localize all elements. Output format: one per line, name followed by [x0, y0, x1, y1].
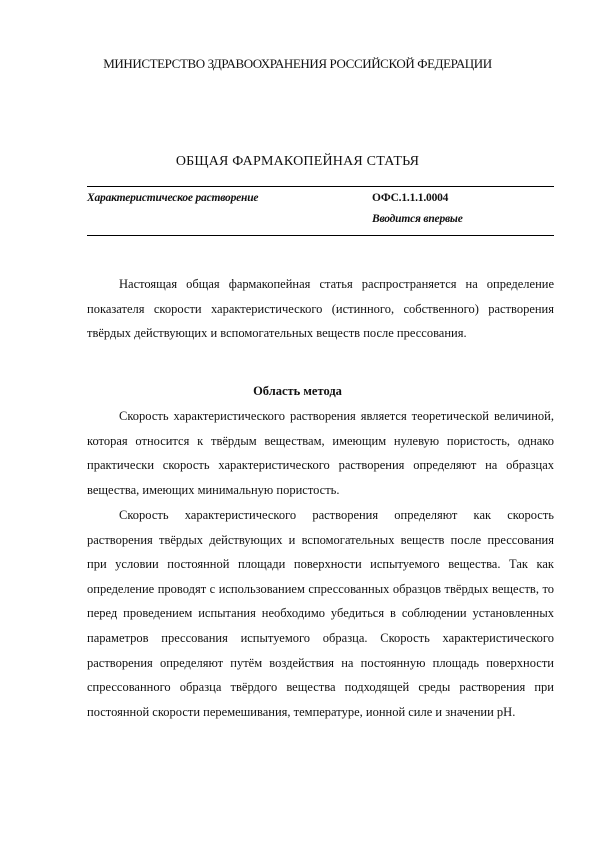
article-code: ОФС.1.1.1.0004 [372, 192, 449, 204]
document-title: ОБЩАЯ ФАРМАКОПЕЙНАЯ СТАТЬЯ [175, 154, 420, 169]
article-status: Вводится впервые [372, 213, 463, 225]
ministry-heading: МИНИСТЕРСТВО ЗДРАВООХРАНЕНИЯ РОССИЙСКОЙ ФЕДЕРАЦИИ [103, 56, 492, 71]
bottom-divider [87, 235, 554, 236]
intro-paragraph: Настоящая общая фармакопейная статья распространяется на определение показателя скорости характеристического (истинного, собственного) растворения твёрдых действующих и вспомогательных веществ после прессования. [87, 277, 554, 341]
section-heading: Область метода [253, 384, 342, 398]
body-paragraph-2: Скорость характеристического растворения определяют как скорость растворения твёрдых действующих и вспомогательных веществ после прессования при условии постоянной площади поверхности испытуемого вещества. Так как определение проводят с использованием спрессованных образцов твёрдых веществ, то перед проведением испытания необходимо убедиться в соблюдении установленных параметров прессования испытуемого образца. Скорость характеристического растворения определяют путём воздействия на постоянную площадь поверхности спрессованного образца твёрдого вещества подходящей среды растворения при постоянной скорости перемешивания, температуре, ионной силе и значении pH. [87, 508, 554, 719]
top-divider [87, 186, 554, 187]
body-paragraph-1: Скорость характеристического растворения является теоретической величиной, которая относится к твёрдым веществам, имеющим нулевую пористость, однако практически скорость характеристического растворения определяют на образцах вещества, имеющих минимальную пористость. [87, 409, 554, 497]
article-name: Характеристическое растворение [87, 192, 259, 204]
